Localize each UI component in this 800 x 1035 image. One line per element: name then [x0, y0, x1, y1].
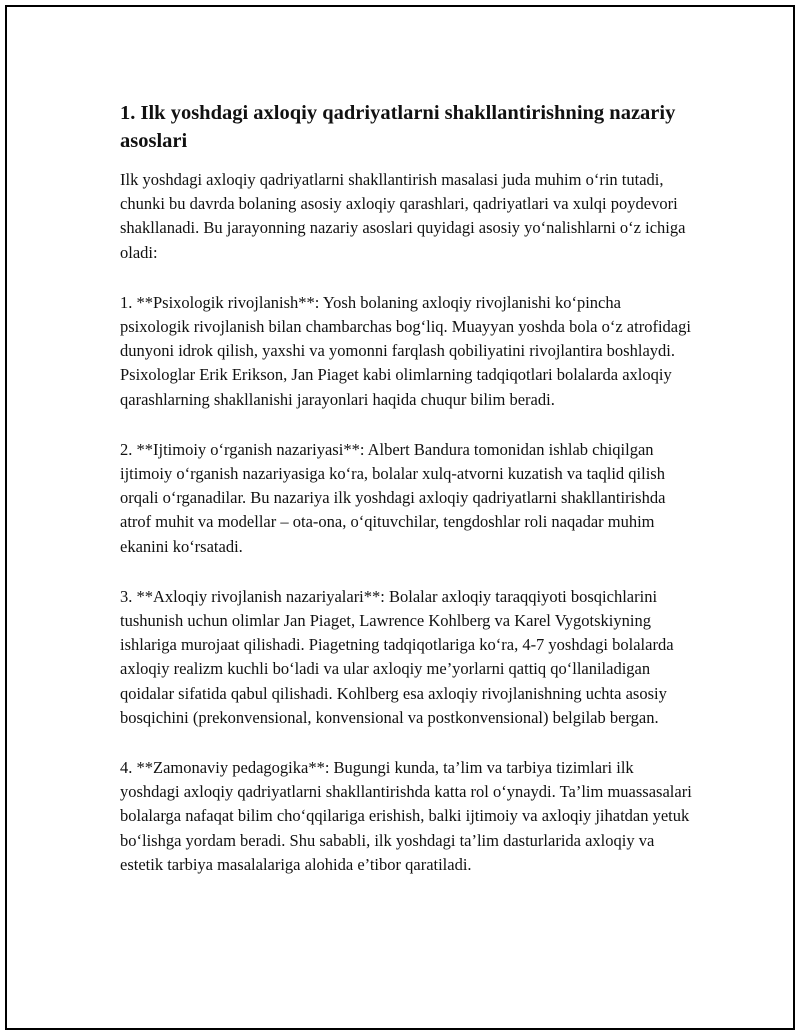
paragraph-modern-pedagogy: 4. **Zamonaviy pedagogika**: Bugungi kunda, ta’lim va tarbiya tizimlari ilk yoshdagi axloqiy qadriyatlarni shakllantirishda katta rol o‘ynaydi. Ta’lim muassasalari bolalarga nafaqat bilim cho‘qqilariga erishish, balki ijtimoiy va axloqiy jihatdan yetuk bo‘lishga yordam beradi. Shu sababli, ilk yoshdagi ta’lim dasturlarida axloqiy va estetik tarbiya masalalariga alohida e’tibor qaratiladi.	[120, 758, 692, 874]
section-heading: 1. Ilk yoshdagi axloqiy qadriyatlarni shakllantirishning nazariy asoslari	[120, 102, 676, 152]
paragraph-psychological-development: 1. **Psixologik rivojlanish**: Yosh bolaning axloqiy rivojlanishi ko‘pincha psixologik rivojlanish bilan chambarchas bog‘liq. Muayyan yoshda bola o‘z atrofidagi dunyoni idrok qilish, yaxshi va yomonni farqlash qobiliyatini rivojlantira boshlaydi. Psixologlar Erik Erikson, Jan Piaget kabi olimlarning tadqiqotlari bolalarda axloqiy qarashlarning shakllanishi jarayonlari haqida chuqur bilim beradi.	[120, 292, 691, 409]
paragraph-social-learning-theory: 2. **Ijtimoiy o‘rganish nazariyasi**: Albert Bandura tomonidan ishlab chiqilgan ijtimoiy o‘rganish nazariyasiga ko‘ra, bolalar xulq-atvorni kuzatish va taqlid qilish orqali o‘rganadilar. Bu nazariya ilk yoshdagi axloqiy qadriyatlarni shakllantirishda atrof muhit va modellar – ota-ona, o‘qituvchilar, tengdoshlar roli naqadar muhim ekanini ko‘rsatadi.	[120, 439, 666, 556]
intro-paragraph: Ilk yoshdagi axloqiy qadriyatlarni shakllantirish masalasi juda muhim o‘rin tutadi, chunki bu davrda bolaning asosiy axloqiy qarashlari, qadriyatlari va xulqi poydevori shakllanadi. Bu jarayonning nazariy asoslari quyidagi asosiy yo‘nalishlarni o‘z ichiga oladi:	[120, 170, 686, 262]
document-page	[5, 5, 795, 1030]
document-body	[120, 99, 692, 903]
paragraph-moral-development-theories: 3. **Axloqiy rivojlanish nazariyalari**: Bolalar axloqiy taraqqiyoti bosqichlarini tushunish uchun olimlar Jan Piaget, Lawrence Kohlberg va Karel Vygotskiyning ishlariga murojaat qilishadi. Piagetning tadqiqotlariga ko‘ra, 4-7 yoshdagi bolalarda axloqiy realizm kuchli bo‘ladi va ular axloqiy me’yorlarni qattiq qo‘llaniladigan qoidalar sifatida qabul qilishadi. Kohlberg esa axloqiy rivojlanishning uchta asosiy bosqichini (prekonvensional, konvensional va postkonvensional) belgilab bergan.	[120, 586, 674, 727]
